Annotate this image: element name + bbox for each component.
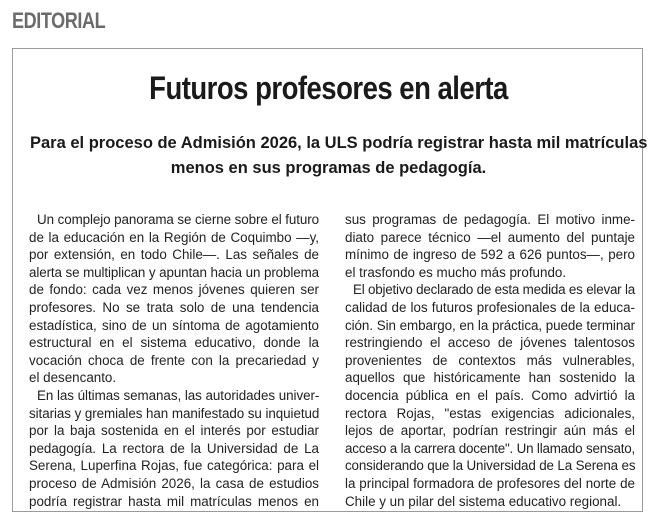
body-line: calidad de los futuros profesionales de la educa- [345,299,635,315]
body-line: lejos de aportar, podrían restringir aún más el [345,423,635,439]
body-line: Chile y un pilar del sistema educativo regional. [345,493,622,509]
body-line: por extensión, en todo Chile—. Las señales de [29,247,319,263]
body-line: la principal formadora de profesores del norte de [345,475,635,491]
body-line: restringiendo el acceso de jóvenes talentosos [345,335,635,351]
body-line: sus programas de pedagogía. El motivo inme- [345,212,635,227]
body-line: podría registrar hasta mil matrículas menos en [29,493,319,509]
body-line: estructural en el sistema educativo, donde la [29,335,319,351]
body-line: mínimo de ingreso de 592 a 626 puntos—, pero [345,247,635,263]
body-line: estadística, sino de un síntoma de agotamiento [29,317,319,333]
body-line: por la baja sostenida en el interés por estudiar [29,423,319,439]
body-line: alerta se multiplican y apuntan hacia un problema [29,264,319,280]
body-line: considerando que la Universidad de La Serena es [345,458,636,474]
body-line: profesores. No se trata solo de una tendencia [29,299,319,315]
body-line: de fondo: cada vez menos jóvenes quieren ser [29,282,319,298]
body-line: el trasfondo es mucho más profundo. [345,264,567,280]
body-line: Serena, Luperfina Rojas, fue categórica: para el [29,458,319,474]
body-line: proceso de Admisión 2026, la casa de estudios [29,475,319,491]
body-line: de la educación en la Región de Coquimbo —y, [29,229,319,245]
body-line: En las últimas semanas, las autoridades univer- [37,387,320,403]
body-line: docencia pública en el país. Como advirtió la [345,387,635,403]
body-line: acceso a la carrera docente". Un llamado sensato, [345,440,635,456]
body-line: diato parece técnico —el aumento del puntaje [345,229,635,245]
body-line: El objetivo declarado de esta medida es elevar la [353,282,635,298]
subheadline [30,131,648,181]
left-column [29,211,319,510]
body-line: ción. Sin embargo, en la práctica, puede terminar [345,317,635,333]
subheadline-line: Para el proceso de Admisión 2026, la ULS podría registrar hasta mil matrículas [30,134,648,152]
body-line: rectora Rojas, "estas exigencias adicionales, [345,405,635,421]
body-line: vocación choca de frente con la precariedad y [29,352,319,368]
body-line: provenientes de contextos más vulnerables, [345,352,635,368]
body-line: el desencanto. [29,370,117,386]
subheadline-line: menos en sus programas de pedagogía. [170,159,487,177]
right-column [345,211,635,510]
body-line: Un complejo panorama se cierne sobre el futuro [37,212,319,227]
body-line: pedagogía. La rectora de la Universidad de La [29,440,319,456]
body-line: sitarias y gremiales han manifestado su inquietud [29,405,320,421]
headline: Futuros profesores en alerta [149,70,508,106]
body-line: aquellos que históricamente han sostenido la [345,370,635,386]
section-label: EDITORIAL [12,8,106,33]
